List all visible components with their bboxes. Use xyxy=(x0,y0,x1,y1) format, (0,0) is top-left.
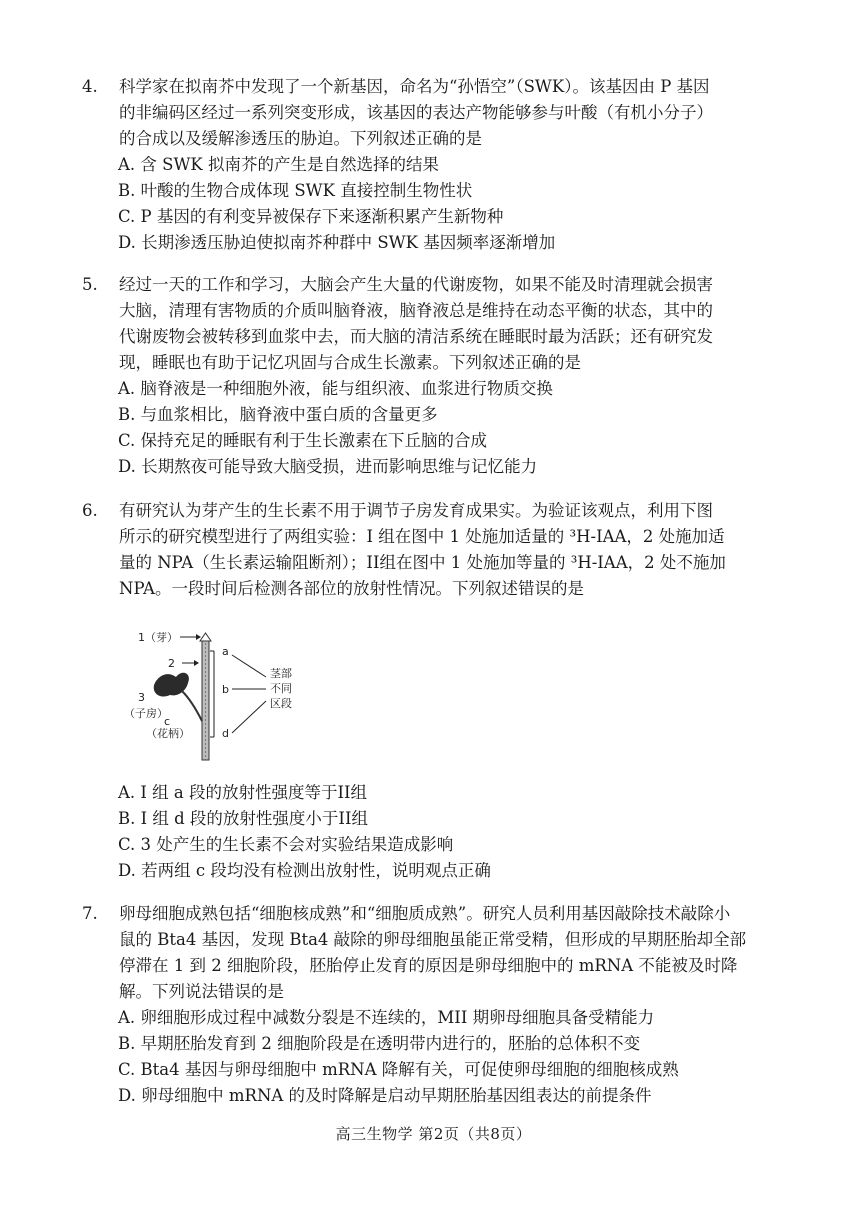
option-d: D. 卵母细胞中 mRNA 的及时降解是启动早期胚胎基因组表达的前提条件 xyxy=(118,1086,652,1105)
stem-line: 代谢废物会被转移到血浆中去，而大脑的清洁系统在睡眠时最为活跃；还有研究发 xyxy=(119,327,713,346)
diagram-svg xyxy=(124,625,350,760)
label-1-bud: 1（芽） xyxy=(138,631,178,644)
question-stem xyxy=(82,498,782,602)
stem-line: 停滞在 1 到 2 细胞阶段，胚胎停止发育的原因是卵母细胞中的 mRNA 不能被及时降 xyxy=(119,956,738,975)
label-stem-line2: 不同 xyxy=(270,682,292,695)
pedicel-shape xyxy=(182,691,202,721)
label-segment-a: a xyxy=(222,645,229,658)
option-c: C. 3 处产生的生长素不会对实验结果造成影响 xyxy=(118,835,454,854)
option-b: B. 叶酸的生物合成体现 SWK 直接控制生物性状 xyxy=(118,181,473,200)
option-b: B. 早期胚胎发育到 2 细胞阶段是在透明带内进行的，胚胎的总体积不变 xyxy=(118,1034,641,1053)
stem-line: 大脑，清理有害物质的介质叫脑脊液，脑脊液总是维持在动态平衡的状态，其中的 xyxy=(119,301,713,320)
stem-line: NPA。一段时间后检测各部位的放射性情况。下列叙述错误的是 xyxy=(119,579,584,598)
label-stem-line3: 区段 xyxy=(270,697,292,710)
plant-stem-diagram xyxy=(124,625,350,760)
stem-line: 经过一天的工作和学习，大脑会产生大量的代谢废物，如果不能及时清理就会损害 xyxy=(119,275,713,294)
option-d: D. 长期渗透压胁迫使拟南芥种群中 SWK 基因频率逐渐增加 xyxy=(118,233,556,252)
stem-line: 卵母细胞成熟包括“细胞核成熟”和“细胞质成熟”。研究人员利用基因敲除技术敲除小 xyxy=(119,904,731,923)
stem-line: 量的 NPA（生长素运输阻断剂）；II组在图中 1 处施加等量的 ³H-IAA，2 处不施加 xyxy=(119,553,726,572)
option-d: D. 长期熬夜可能导致大脑受损，进而影响思维与记忆能力 xyxy=(118,457,538,476)
option-c: C. P 基因的有利变异被保存下来逐渐积累产生新物种 xyxy=(118,207,504,226)
question-number: 4. xyxy=(82,77,98,96)
question-number: 6. xyxy=(82,501,98,520)
stem-line: 现，睡眠也有助于记忆巩固与合成生长激素。下列叙述正确的是 xyxy=(119,353,581,372)
question-7 xyxy=(82,901,782,1109)
label-segment-d: d xyxy=(222,727,229,740)
question-4 xyxy=(82,74,782,256)
question-5 xyxy=(82,272,782,480)
question-stem xyxy=(82,272,782,376)
stem-line: 科学家在拟南芥中发现了一个新基因，命名为“孙悟空”（SWK）。该基因由 P 基因 xyxy=(119,77,710,96)
label-c: c xyxy=(164,715,171,728)
question-number: 5. xyxy=(82,275,98,294)
page-footer: 高三生物学 第2页（共8页） xyxy=(335,1125,532,1143)
stem-line: 所示的研究模型进行了两组实验：I 组在图中 1 处施加适量的 ³H-IAA，2 处施加适 xyxy=(119,527,725,546)
stem-line: 有研究认为芽产生的生长素不用于调节子房发育成果实。为验证该观点，利用下图 xyxy=(119,501,713,520)
option-a: A. 脑脊液是一种细胞外液，能与组织液、血浆进行物质交换 xyxy=(118,379,553,398)
label-2: 2 xyxy=(168,657,175,670)
question-6 xyxy=(82,498,782,602)
stem-line: 鼠的 Bta4 基因，发现 Bta4 敲除的卵母细胞虽能正常受精，但形成的早期胚胎却全部 xyxy=(119,930,747,949)
option-a: A. 含 SWK 拟南芥的产生是自然选择的结果 xyxy=(118,155,439,174)
stem-line: 解。下列说法错误的是 xyxy=(119,982,284,1001)
label-ovary: （子房） xyxy=(124,707,168,720)
stem-line: 的非编码区经过一系列突变形成，该基因的表达产物能够参与叶酸（有机小分子） xyxy=(119,103,713,122)
option-a: A. I 组 a 段的放射性强度等于II组 xyxy=(118,783,368,802)
option-d: D. 若两组 c 段均没有检测出放射性，说明观点正确 xyxy=(118,861,491,880)
stem-line: 的合成以及缓解渗透压的胁迫。下列叙述正确的是 xyxy=(119,129,482,148)
question-stem xyxy=(82,74,782,152)
label-pedicel: （花柄） xyxy=(146,727,190,740)
option-b: B. I 组 d 段的放射性强度小于II组 xyxy=(118,809,368,828)
question-number: 7. xyxy=(82,904,98,923)
question-6-options xyxy=(82,780,782,884)
option-c: C. 保持充足的睡眠有利于生长激素在下丘脑的合成 xyxy=(118,431,488,450)
option-c: C. Bta4 基因与卵母细胞中 mRNA 降解有关，可促使卵母细胞的细胞核成熟 xyxy=(118,1060,679,1079)
label-segment-b: b xyxy=(222,683,229,696)
option-b: B. 与血浆相比，脑脊液中蛋白质的含量更多 xyxy=(118,405,438,424)
bud-shape xyxy=(200,633,211,641)
option-a: A. 卵细胞形成过程中减数分裂是不连续的，MII 期卵母细胞具备受精能力 xyxy=(118,1008,655,1027)
question-stem xyxy=(82,901,782,1005)
label-3: 3 xyxy=(138,691,145,704)
label-stem-line1: 茎部 xyxy=(270,667,292,680)
